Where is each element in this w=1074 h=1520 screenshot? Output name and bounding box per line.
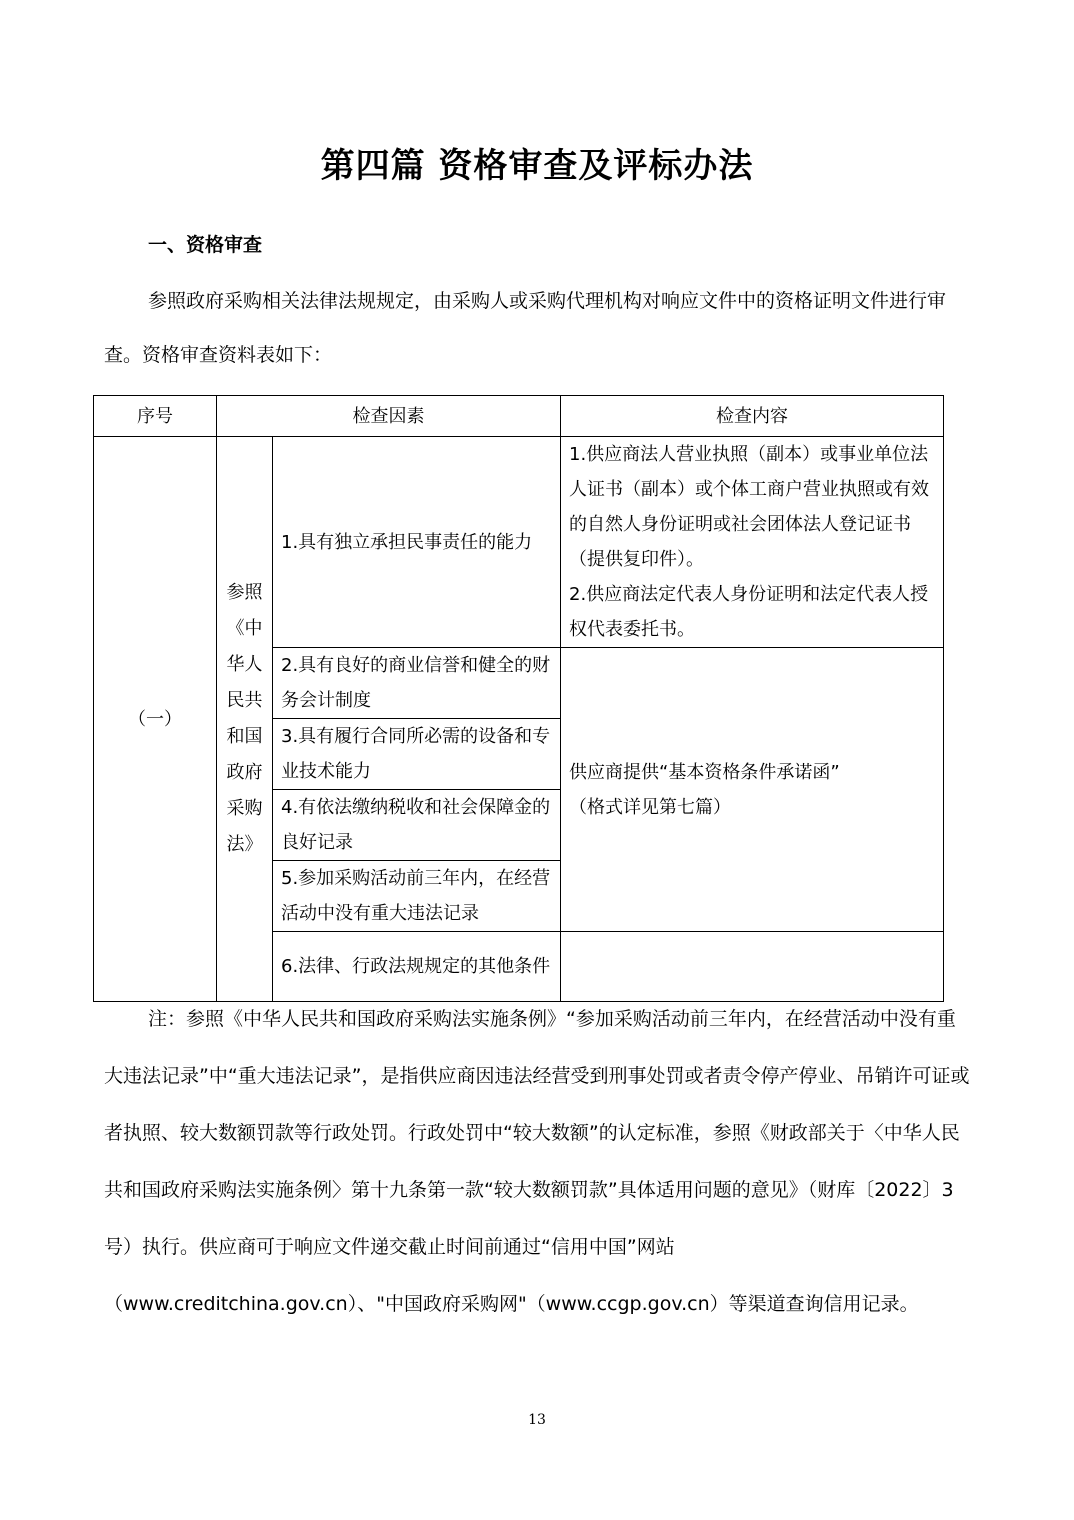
seq-cell: （一） bbox=[94, 437, 217, 1002]
table-row bbox=[94, 437, 944, 648]
page-title: 第四篇 资格审查及评标办法 bbox=[320, 146, 754, 186]
factor-cell: 4.有依法缴纳税收和社会保障金的良好记录 bbox=[273, 790, 561, 861]
header-factors: 检查因素 bbox=[217, 396, 561, 437]
factor-cell: 2.具有良好的商业信誉和健全的财务会计制度 bbox=[273, 648, 561, 719]
factor-cell: 1.具有独立承担民事责任的能力 bbox=[273, 437, 561, 648]
note-paragraph: 注：参照《中华人民共和国政府采购法实施条例》“参加采购活动前三年内，在经营活动中没有重大违法记录”中“重大违法记录”，是指供应商因违法经营受到刑事处罚或者责令停产停业、吊销许可证或者执照、较大数额罚款等行政处罚。行政处罚中“较大数额”的认定标准，参照《财政部关于〈中华人民共和国政府采购法实施条例〉第十九条第一款“较大数额罚款”具体适用问题的意见》（财库〔2022〕3 号）执行。供应商可于响应文件递交截止时间前通过“信用中国”网站（www.creditchina.gov.cn）、"中国政府采购网"（www.ccgp.gov.cn）等渠道查询信用记录。 bbox=[104, 1008, 970, 1315]
page-number: 13 bbox=[528, 1412, 546, 1428]
section-heading: 一、资格审查 bbox=[148, 234, 263, 256]
qualification-table bbox=[93, 395, 944, 1002]
factor-cell: 3.具有履行合同所必需的设备和专业技术能力 bbox=[273, 719, 561, 790]
content-item-1: 1.供应商法人营业执照（副本）或事业单位法人证书（副本）或个体工商户营业执照或有效的自然人身份证明或社会团体法人登记证书（提供复印件）。 bbox=[569, 444, 929, 570]
factor-cell: 6.法律、行政法规规定的其他条件 bbox=[273, 932, 561, 1002]
factor-cell: 5.参加采购活动前三年内，在经营活动中没有重大违法记录 bbox=[273, 861, 561, 932]
content-cell bbox=[561, 437, 944, 648]
content-item-2: 2.供应商法定代表人身份证明和法定代表人授权代表委托书。 bbox=[569, 584, 929, 640]
intro-paragraph: 参照政府采购相关法律法规规定，由采购人或采购代理机构对响应文件中的资格证明文件进行审查。资格审查资料表如下： bbox=[104, 290, 947, 366]
table-header-row bbox=[94, 396, 944, 437]
header-seq: 序号 bbox=[94, 396, 217, 437]
merged-content-cell bbox=[561, 648, 944, 932]
law-cell: 参照《中华人民共和国政府采购法》 bbox=[217, 437, 273, 1002]
merged-content-line-1: 供应商提供“基本资格条件承诺函” bbox=[569, 761, 840, 783]
header-content: 检查内容 bbox=[561, 396, 944, 437]
merged-content-line-2: （格式详见第七篇） bbox=[569, 796, 731, 818]
